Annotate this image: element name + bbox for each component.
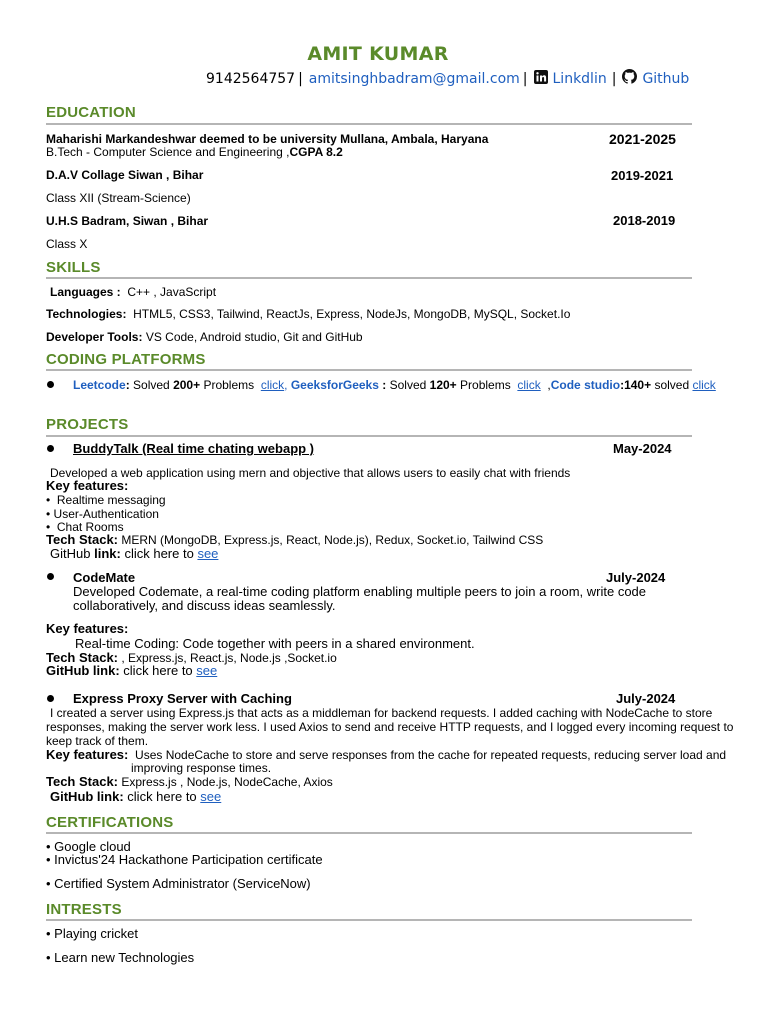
school-name: D.A.V Collage Siwan , Bihar [46,168,204,182]
bullet-icon [47,381,54,388]
separator: | [522,70,528,87]
education-date: 2021-2025 [609,131,676,147]
feature-item: • Chat Rooms [46,520,124,534]
github-icon [622,69,637,88]
section-divider [46,369,692,371]
key-features-line: improving response times. [131,761,272,775]
school-name: U.H.S Badram, Siwan , Bihar [46,214,209,228]
school-name: Maharishi Markandeshwar deemed to be university Mullana, Ambala, Haryana [46,132,489,146]
project-title: BuddyTalk (Real time chating webapp ) [73,441,315,456]
coding-platforms-line: Leetcode: Solved 200+ Problems click, GeeksforGeeks : Solved 120+ Problems click ,Code studio:140+ solved click [73,378,716,392]
education-detail: B.Tech - Computer Science and Engineering ,CGPA 8.2 [46,145,343,159]
tech-stack: Tech Stack: , Express.js, React.js, Node.js ,Socket.io [46,650,337,665]
project-description: keep track of them. [46,734,149,748]
section-divider [46,832,692,834]
linkedin-icon [534,70,548,88]
interest-item: • Playing cricket [46,926,138,941]
linkedin-link[interactable]: Linkdlin [552,70,607,87]
code-studio-link[interactable]: Code studio [550,378,621,392]
key-features-label: Key features: [46,621,129,636]
bullet-icon [47,445,54,452]
project-description: responses, making the server work less. I used Axios to send and receive HTTP requests, and I logged every incoming request to [46,720,734,734]
project-description: I created a server using Express.js that acts as a middleman for backend requests. I added caching with NodeCache to store [50,706,713,720]
certifications-heading: CERTIFICATIONS [46,814,174,831]
project-see-link[interactable]: see [197,546,219,561]
project-see-link[interactable]: see [196,663,218,678]
leetcode-click-link[interactable]: click [260,378,285,392]
project-title: Express Proxy Server with Caching [73,691,292,706]
bullet-icon [47,573,54,580]
interests-heading: INTRESTS [46,901,122,918]
github-link[interactable]: Github [642,70,690,87]
gpa: CGPA 8.2 [289,145,343,159]
feature-item: Real-time Coding: Code together with peers in a shared environment. [75,636,475,651]
contact-line [206,69,689,88]
section-divider [46,435,692,437]
key-features-label: Key features: [46,478,129,493]
certification-item: • Certified System Administrator (ServiceNow) [46,876,311,891]
project-see-link[interactable]: see [200,789,222,804]
education-date: 2018-2019 [613,213,676,228]
certification-item: • Google cloud [46,839,131,854]
skills-technologies: Technologies: HTML5, CSS3, Tailwind, ReactJs, Express, NodeJs, MongoDB, MySQL, Socket.Io [46,307,571,321]
code-studio-click-link[interactable]: click [692,378,716,392]
leetcode-link[interactable]: Leetcode [73,378,126,392]
separator: | [298,70,303,87]
bullet-icon [47,695,54,702]
feature-item: • User-Authentication [46,507,159,521]
gfg-click-link[interactable]: click [517,378,541,392]
education-detail: Class XII (Stream-Science) [46,191,191,205]
github-link-line: GitHub link: click here to see [50,789,222,804]
education-detail: Class X [46,237,88,251]
section-divider [46,123,692,125]
key-features-line: Key features: Uses NodeCache to store and serve responses from the cache for repeated requests, reducing server load and [46,747,727,762]
education-heading: EDUCATION [46,104,136,121]
projects-heading: PROJECTS [46,416,129,433]
github-link-line: GitHub link: click here to see [46,663,218,678]
tech-stack: Tech Stack: Express.js , Node.js, NodeCache, Axios [46,774,333,789]
candidate-name: AMIT KUMAR [307,43,449,65]
github-link-line: GitHub link: click here to see [50,546,219,561]
gfg-link[interactable]: GeeksforGeeks [290,378,379,392]
section-divider [46,919,692,921]
certification-item: • Invictus'24 Hackathone Participation certificate [46,852,323,867]
skills-heading: SKILLS [46,259,101,276]
skills-languages: Languages : C++ , JavaScript [50,285,217,299]
project-description: Developed a web application using mern and objective that allows users to easily chat with friends [50,466,571,480]
email-link[interactable]: amitsinghbadram@gmail.com [308,70,520,87]
separator: | [611,70,617,87]
tech-stack: Tech Stack: MERN (MongoDB, Express.js, React, Node.js), Redux, Socket.io, Tailwind CSS [46,532,544,547]
phone-number: 9142564757 [206,70,296,87]
project-date: July-2024 [606,570,666,585]
education-date: 2019-2021 [611,168,674,183]
section-divider [46,277,692,279]
interest-item: • Learn new Technologies [46,950,195,965]
coding-platforms-heading: CODING PLATFORMS [46,351,206,368]
project-description: collaboratively, and discuss ideas seamlessly. [73,598,336,613]
project-date: July-2024 [616,691,676,706]
feature-item: • Realtime messaging [46,493,166,507]
project-date: May-2024 [613,441,672,456]
project-title: CodeMate [73,570,136,585]
skills-tools: Developer Tools: VS Code, Android studio, Git and GitHub [46,330,363,344]
project-description: Developed Codemate, a real-time coding platform enabling multiple peers to join a room, write code [73,584,647,599]
